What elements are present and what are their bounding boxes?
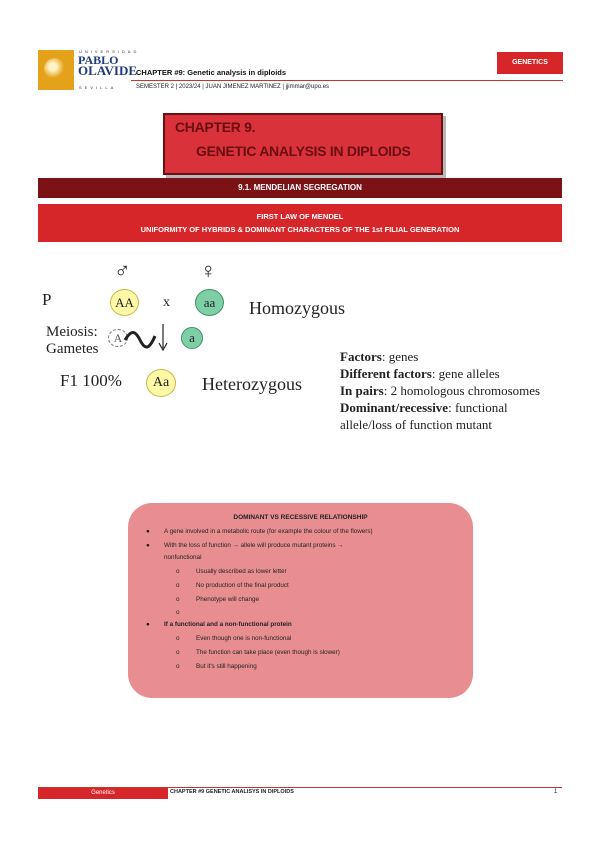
sub-bullet-icon: o [176,649,180,656]
chapter-title-line-1: CHAPTER 9. [175,119,256,135]
different-factors-line: Different factors: gene alleles [340,366,500,381]
section-heading: 9.1. MENDELIAN SEGREGATION [38,178,562,198]
header-chapter-title: CHAPTER #9: Genetic analysis in diploids [136,68,287,77]
parental-label: P [42,290,52,309]
factors-line: Factors: genes [340,349,419,364]
sub-bullet-icon: o [176,568,180,575]
female-symbol-icon: ♀ [200,258,217,283]
sub-bullet-icon: o [176,663,180,670]
relationship-subitem: The function can take place (even though is slower) [196,649,340,656]
relationship-subitem: Phenotype will change [196,596,260,603]
relationship-subitem: But it's still happening [196,663,257,670]
footer-chapter-title: CHAPTER #9 GENETIC ANALISYS IN DIPLOIDS [170,789,294,795]
sub-bullet-icon: o [176,582,180,589]
header-subline: SEMESTER 2 | 2023/24 | JUAN JIMENEZ MARTINEZ | jjimmar@upo.es [136,84,330,90]
chapter-title-line-2: GENETIC ANALYSIS IN DIPLOIDS [196,143,411,159]
male-symbol-icon: ♂ [114,258,131,283]
logo-name-2: OLAVIDE [78,63,138,78]
sub-bullet-icon: o [176,609,180,616]
footer-subject-tag: Genetics [38,788,168,799]
parent-aa-recessive: aa [195,289,224,316]
bullet-icon: ● [146,621,150,628]
logo-bottom-word: SEVILLA [79,85,117,90]
header-divider [131,80,563,81]
relationship-subitem: Usually described as lower letter [196,568,287,575]
relationship-item: A gene involved in a metabolic route (for example the colour of the flowers) [164,528,373,535]
in-pairs-line: In pairs: 2 homologous chromosomes [340,383,541,398]
sub-bullet-icon: o [176,635,180,642]
cross-symbol: x [163,295,170,310]
gamete-a-dominant: A [108,329,128,347]
wavy-arrow-icon [123,328,159,350]
relationship-item: If a functional and a non-functional protein [164,621,292,628]
relationship-item: nonfunctional [164,554,202,561]
sun-icon [44,58,66,80]
factors-list [340,348,540,433]
meiosis-label: Meiosis: [46,324,98,340]
gamete-a-recessive: a [181,327,203,349]
law-line-2: UNIFORMITY OF HYBRIDS & DOMINANT CHARACTERS OF THE 1st FILIAL GENERATION [140,225,460,234]
f1-heterozygote: Aa [146,369,176,397]
bullet-icon: ● [146,542,150,549]
gametes-label: Gametes [46,341,99,357]
dominant-recessive-line: Dominant/recessive: functional [340,400,508,415]
page-number: 1 [554,789,558,795]
logo-name-1: PABLO [78,53,119,67]
homozygous-label: Homozygous [249,298,345,318]
subject-tag: GENETICS [497,52,563,74]
relationship-subitem: Even though one is non-functional [196,635,292,642]
logo-top-word: UNIVERSIDAD [79,49,140,54]
relationship-subitem: No production of the final product [196,582,289,589]
relationship-item: With the loss of function → allele will produce mutant proteins → [164,542,344,549]
allele-mutant-line: allele/loss of function mutant [340,417,492,432]
f1-label: F1 100% [60,371,122,390]
relationship-title: DOMINANT VS RECESSIVE RELATIONSHIP [233,514,368,521]
sub-bullet-icon: o [176,596,180,603]
law-line-1: FIRST LAW OF MENDEL [256,212,344,221]
parent-aa-dominant: AA [110,289,139,316]
heterozygous-label: Heterozygous [202,374,302,394]
law-banner [38,204,562,242]
bullet-icon: ● [146,528,150,535]
down-arrow-icon [156,322,170,352]
